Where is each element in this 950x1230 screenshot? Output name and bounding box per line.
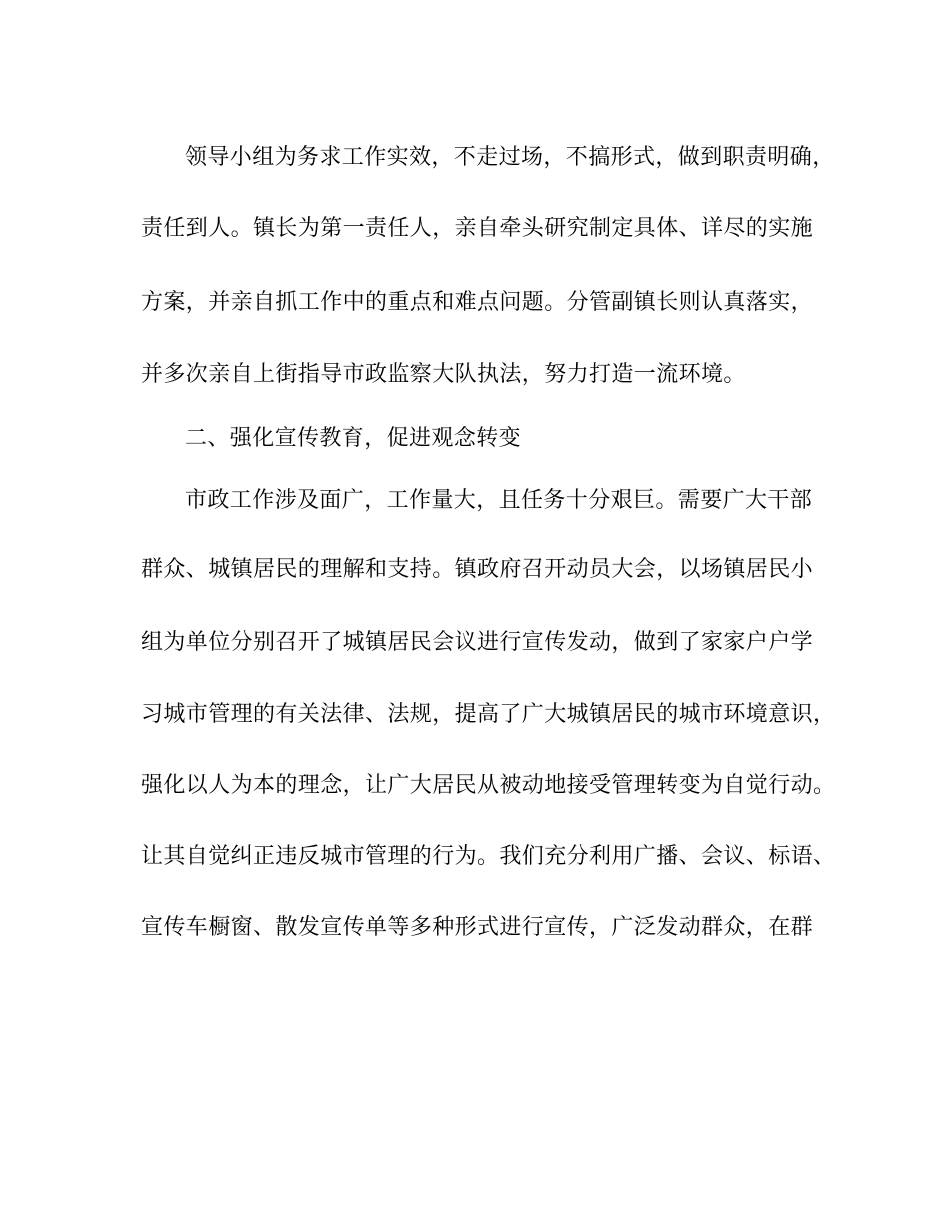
paragraph-1-line-3: 方案，并亲自抓工作中的重点和难点问题。分管副镇长则认真落实，: [141, 290, 814, 315]
paragraph-1-line-4: 并多次亲自上街指导市政监察大队执法，努力打造一流环境。: [141, 362, 746, 387]
paragraph-2-line-6: 让其自觉纠正违反城市管理的行为。我们充分利用广播、会议、标语、: [141, 844, 836, 869]
paragraph-2-line-5: 强化以人为本的理念，让广大居民从被动地接受管理转变为自觉行动。: [141, 773, 836, 798]
section-heading: 二、强化宣传教育，促进观念转变: [185, 426, 522, 451]
paragraph-2-line-1: 市政工作涉及面广，工作量大，且任务十分艰巨。需要广大干部: [185, 488, 813, 513]
paragraph-2-line-2: 群众、城镇居民的理解和支持。镇政府召开动员大会，以场镇居民小: [141, 557, 814, 582]
paragraph-2-line-7: 宣传车橱窗、散发宣传单等多种形式进行宣传，广泛发动群众，在群: [141, 915, 814, 940]
paragraph-2-line-3: 组为单位分别召开了城镇居民会议进行宣传发动，做到了家家户户学: [141, 630, 814, 655]
paragraph-1-line-2: 责任到人。镇长为第一责任人，亲自牵头研究制定具体、详尽的实施: [141, 216, 814, 241]
paragraph-1-line-1: 领导小组为务求工作实效，不走过场，不搞形式，做到职责明确，: [185, 145, 835, 170]
paragraph-2-line-4: 习城市管理的有关法律、法规，提高了广大城镇居民的城市环境意识，: [141, 702, 836, 727]
